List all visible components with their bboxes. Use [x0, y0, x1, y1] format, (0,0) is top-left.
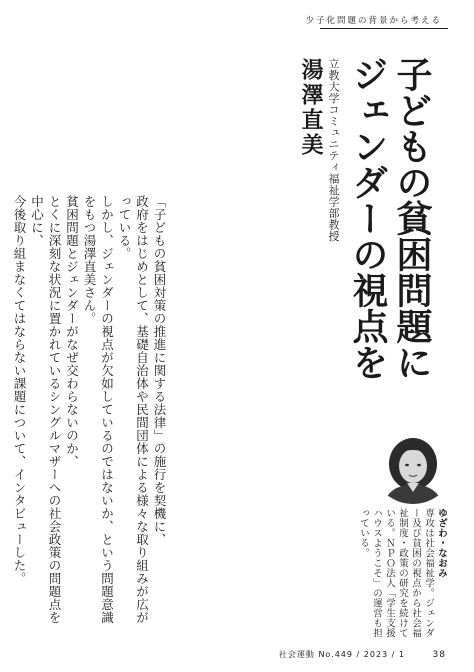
lead-paragraph: 今後取り組まなくてはならない課題について、インタビューした。	[12, 195, 27, 585]
series-label: 少子化問題の背景から考える	[305, 16, 442, 26]
title-line-1: 子どもの貧困問題に	[391, 56, 433, 380]
author-bio	[357, 508, 448, 642]
lead-text	[11, 195, 169, 625]
bio-text: 専攻は社会福祉学。ジェンダー及び貧困の視点から社会福祉制度・政策の研究を続けている。ＮＰＯ法人「学生支援ハウスようこそ」の運営も担っている。	[358, 508, 434, 638]
article-title	[346, 56, 434, 380]
lead-paragraph: 貧困問題とジェンダーがなぜ交わらないのか、	[64, 195, 80, 468]
lead-paragraph: 政府をはじめとして、基礎自治体や民間団体による様々な取り組みが広がっている。	[117, 195, 150, 624]
author-affiliation: 立教大学コミュニティ福祉学部教授	[327, 58, 340, 242]
bio-name-reading: ゆざわ・なおみ	[436, 508, 447, 578]
footer-issue: No.449 / 2023 / 1	[318, 650, 405, 659]
author-name: 湯澤直美	[298, 58, 324, 158]
author-photo	[374, 432, 452, 504]
portrait-graphic	[374, 432, 452, 504]
footer-magazine: 社会運動	[278, 650, 315, 659]
lead-paragraph: しかし、ジェンダーの視点が欠如しているのではないか、という問題意識をもつ湯澤直美さん。	[82, 195, 115, 624]
page-number: 38	[432, 650, 446, 660]
lead-paragraph: 「子どもの貧困対策の推進に関する法律」の施行を契機に、	[152, 195, 167, 546]
lead-paragraph: とくに深刻な状況に置かれているシングルマザーへの社会政策の問題点を中心に、	[29, 195, 62, 624]
header-rule	[320, 28, 448, 29]
title-line-2: ジェンダーの視点を	[347, 56, 389, 380]
page-footer	[279, 649, 446, 660]
